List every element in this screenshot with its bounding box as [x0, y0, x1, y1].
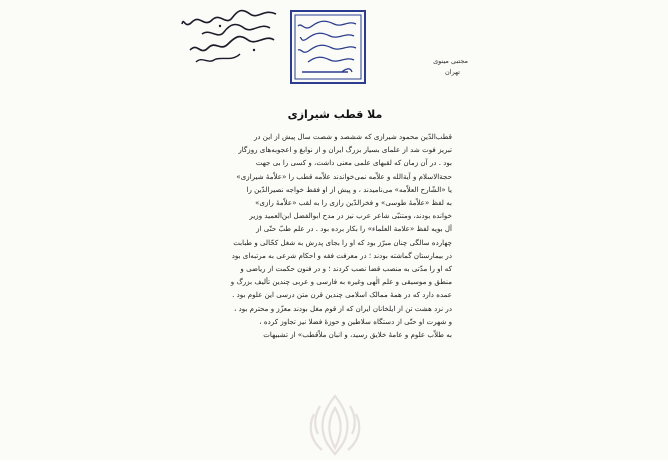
body-line: بود . در آن زمان که لقبهای علمی معنی داشت، و کسی را بی جهت: [255, 158, 452, 168]
flame-emblem-icon: [300, 392, 370, 458]
library-stamp: [290, 10, 366, 84]
body-line: یا «الشّارح العلاّمه» می‌نامیدند ، و پیش از او فقط خواجه نصیرالدّین را: [246, 184, 452, 194]
sender-block: [408, 56, 468, 78]
body-line: چهارده سالگی چنان مبرّز بود که او را بجای پدرش به شغل کحّالی و طبابت: [233, 237, 452, 247]
handwritten-annotation: [180, 6, 280, 64]
body-line: در نزد هشت تن از ایلخانان ایران که از قوم مغل بودند معزّز و محترم بود ،: [234, 303, 452, 313]
body-line: عمده دارد که در همهٔ ممالک اسلامی چندین قرن متن درسی این علوم بود .: [232, 290, 452, 300]
letter-body: [202, 130, 452, 341]
body-line: به لفظ «علاّمهٔ طوسی» و فخرالدّین رازی را به لقب «علاّمهٔ رازی»: [255, 198, 452, 208]
body-line: تبریز فوت شد از علمای بسیار بزرگ ایران و از نوابغ و اعجوبه‌های روزگار: [238, 145, 452, 155]
stamp-icon: [292, 12, 364, 82]
body-line: آل بویه لفظ «علامة العلماء» را بکار برده بود . در علم طبّ حتّی از: [256, 224, 452, 234]
body-line: در بیمارستان گماشته بودند ؛ در معرفت فقه و احکام شرعی به مرتبه‌ای بود: [231, 250, 452, 260]
sender-name: مجتبی مینوی: [433, 57, 468, 65]
body-line: که او را مدّتی به منصب قضا نصب کردند ؛ و در فنون حکمت از ریاضی و: [240, 264, 452, 274]
body-line: حجة‌الاسلام و آیةالله و علاّمه نمی‌خواندند علاّمه قطب را «علاّمهٔ شیرازی»: [236, 171, 452, 181]
watermark-logo: [300, 392, 370, 458]
sender-city: تهران: [445, 68, 460, 76]
body-line: خوانده بودند، ومتنبّی شاعر عرب نیز در مدح ابوالفضل ابن‌العمید وزیر: [249, 211, 452, 221]
letter-title: ملا قطب شیرازی: [287, 108, 383, 121]
handwriting-icon: [180, 6, 280, 64]
body-line: قطب‌الدّین محمود شیرازی که ششصد و شصت سال پیش از این در: [253, 132, 452, 141]
body-line: به طلاّب علوم و عامهٔ خلایق رسید، و انبان ملاّقطب» از تشبیهات: [263, 330, 452, 340]
body-line: منطق و موسیقی و علم الٰهی وغیره به فارسی و عربی چندین تألیف بزرگ و: [230, 277, 452, 287]
body-line: و شهرت او حتّی از دستگاه سلاطین و حوزهٔ فضلا نیز تجاوز کرده ،: [259, 316, 452, 326]
